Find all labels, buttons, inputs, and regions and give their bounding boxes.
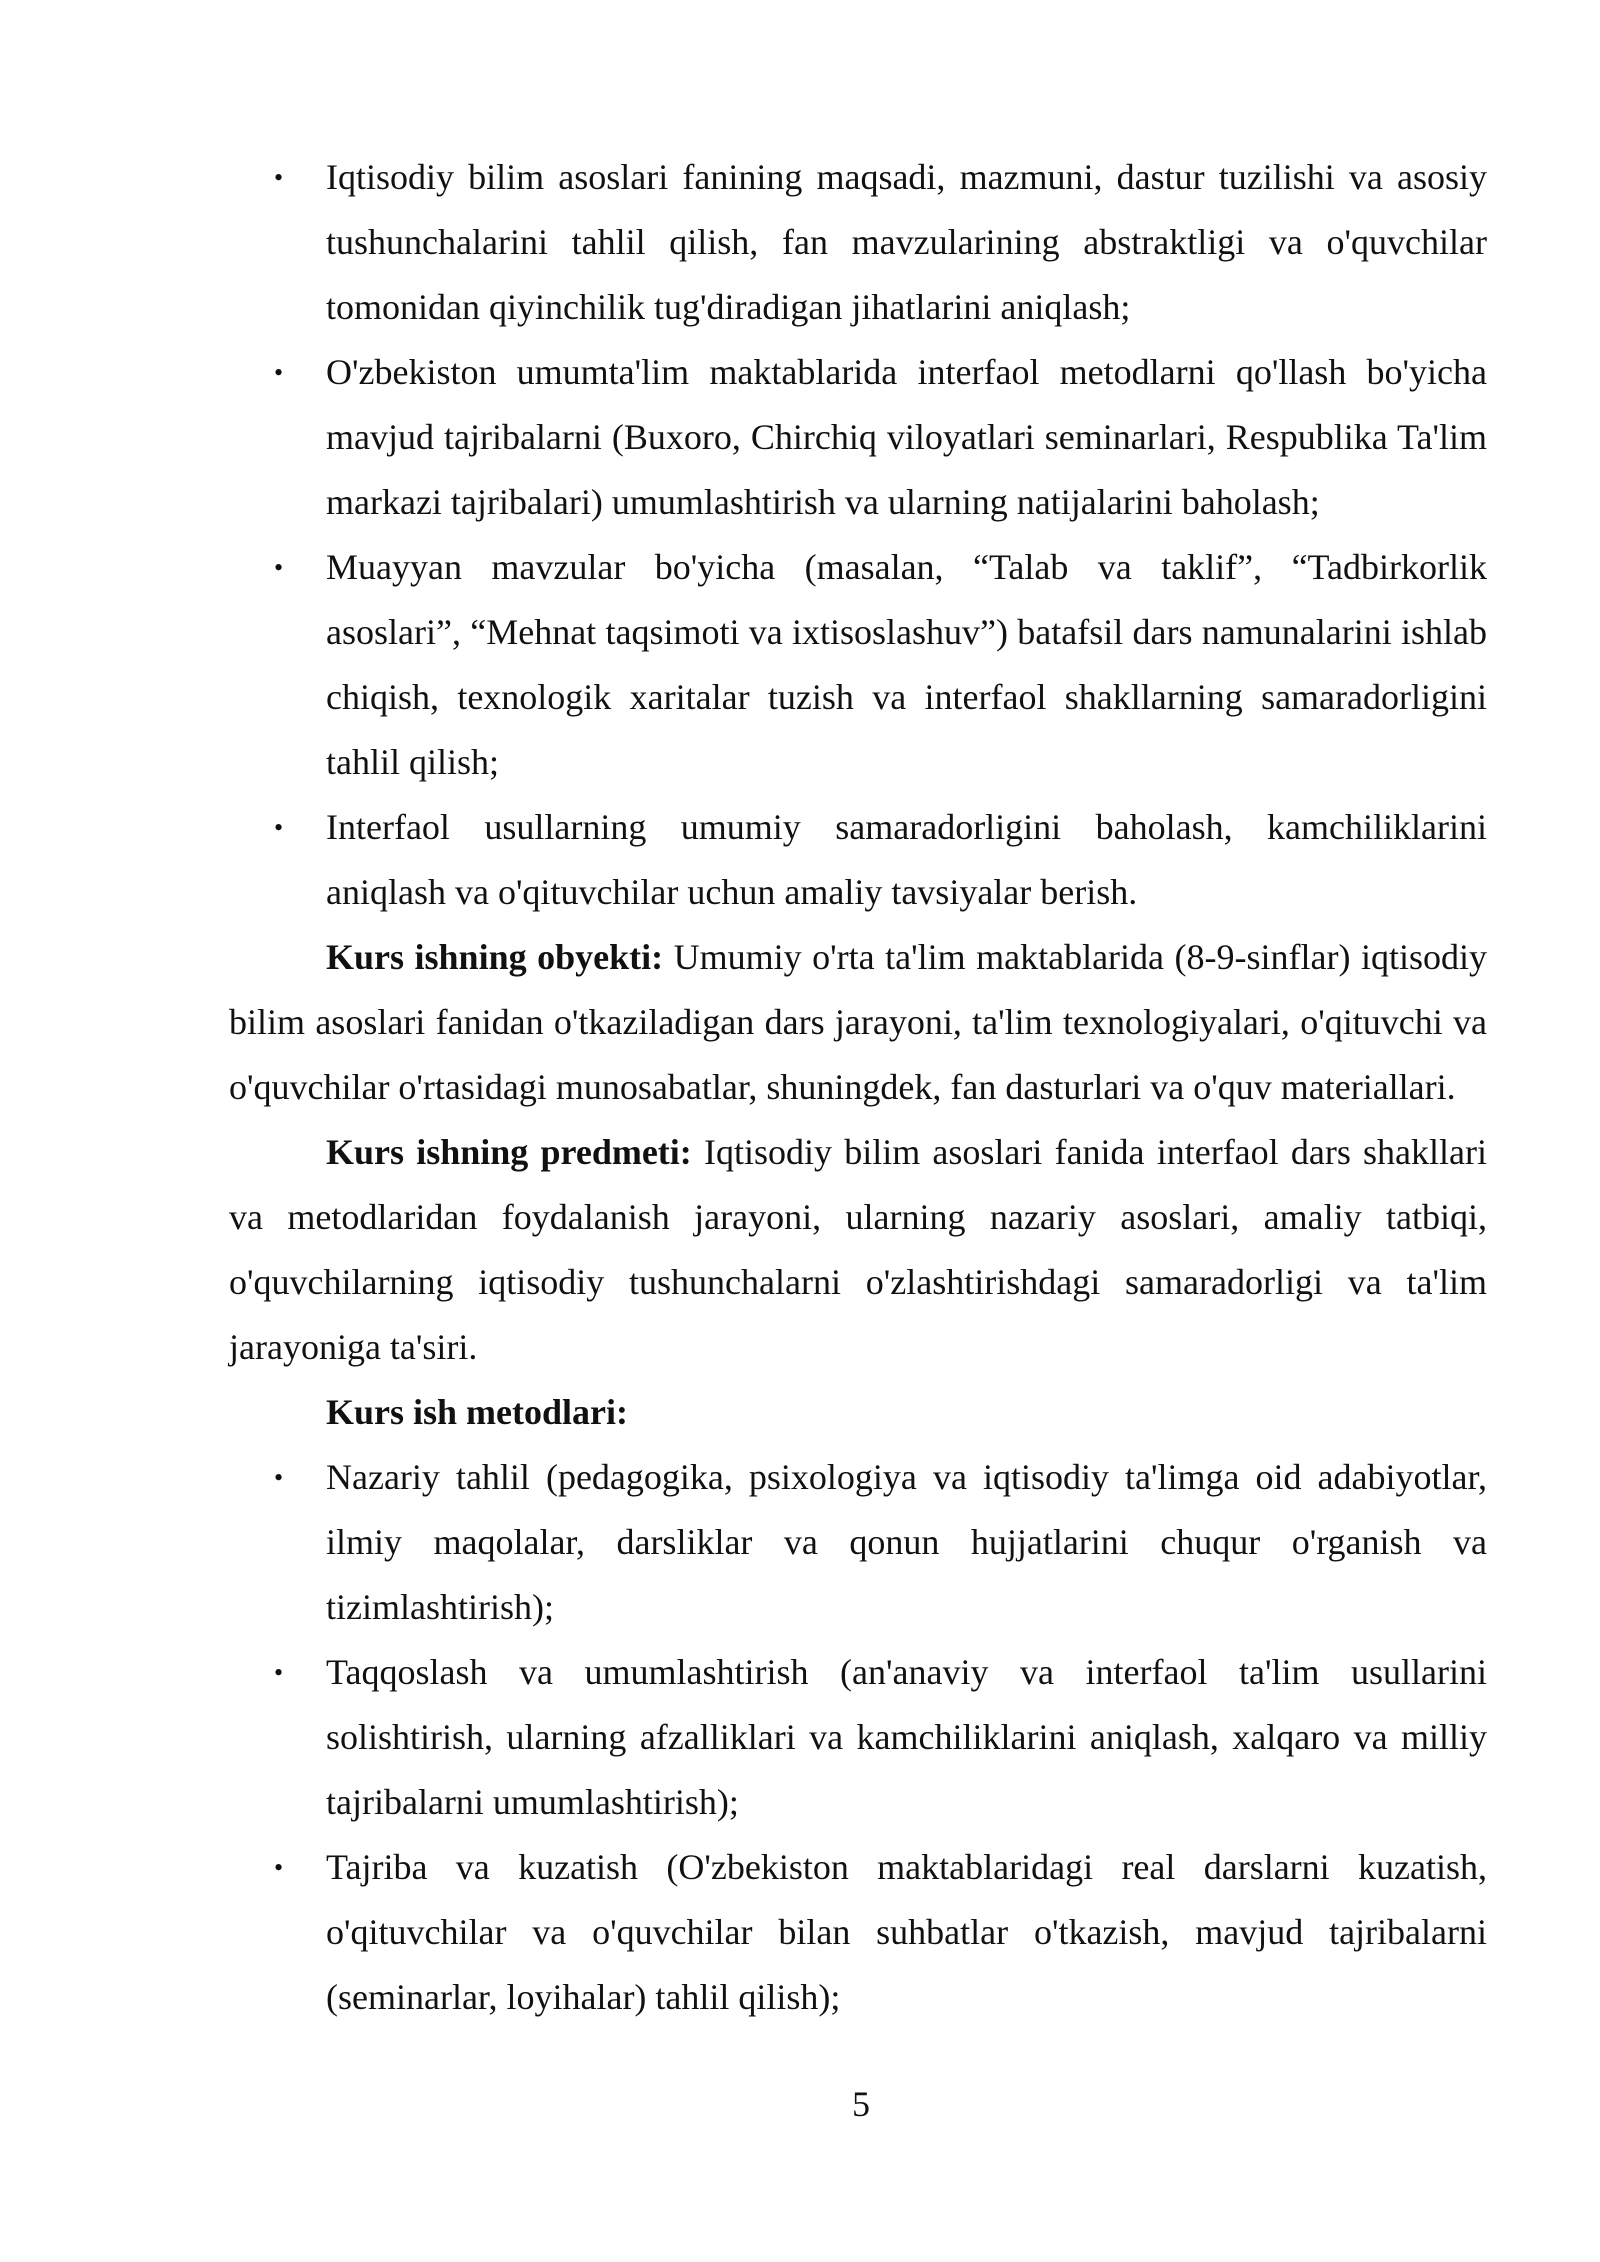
bullet-icon: • [274, 163, 284, 192]
subject-label: Kurs ishning predmeti: [326, 1132, 692, 1172]
list-item [229, 1445, 1487, 1640]
list-item [229, 1835, 1487, 2030]
list-item-text: Iqtisodiy bilim asoslari fanining maqsadi, mazmuni, dastur tuzilishi va asosiy tushunchalarini tahlil qilish, fan mavzularining abstraktligi va o'quvchilar tomonidan qiyinchilik tug'diradigan jihatlarini aniqlash; [326, 157, 1487, 327]
methods-list [229, 1445, 1487, 2030]
list-item-text: Tajriba va kuzatish (O'zbekiston maktablaridagi real darslarni kuzatish, o'qituvchilar va o'quvchilar bilan suhbatlar o'tkazish, mavjud tajribalarni (seminarlar, loyihalar) tahlil qilish); [326, 1847, 1487, 2017]
list-item-text: Taqqoslash va umumlashtirish (an'anaviy va interfaol ta'lim usullarini solishtirish, ularning afzalliklari va kamchiliklarini aniqlash, xalqaro va milliy tajribalarni umumlashtirish); [326, 1652, 1487, 1822]
bullet-icon: • [274, 1658, 284, 1687]
page-number: 5 [852, 2084, 870, 2124]
list-item [229, 795, 1487, 925]
object-label: Kurs ishning obyekti: [326, 937, 664, 977]
subject-text: Iqtisodiy bilim asoslari fanida interfaol dars shakllari va metodlaridan foydalanish jarayoni, ularning nazariy asoslari, amaliy tatbiqi, o'quvchilarning iqtisodiy tushunchalarni o'zlashtirishdagi samaradorligi va ta'lim jarayoniga ta'siri. [229, 1132, 1487, 1367]
list-item-text: Interfaol usullarning umumiy samaradorligini baholash, kamchiliklarini aniqlash va o'qituvchilar uchun amaliy tavsiyalar berish. [326, 807, 1487, 912]
document-page [229, 145, 1487, 2030]
list-item-text: Muayyan mavzular bo'yicha (masalan, “Talab va taklif”, “Tadbirkorlik asoslari”, “Mehnat taqsimoti va ixtisoslashuv”) batafsil dars namunalarini ishlab chiqish, texnologik xaritalar tuzish va interfaol shakllarning samaradorligini tahlil qilish; [326, 547, 1487, 782]
list-item [229, 340, 1487, 535]
list-item [229, 1640, 1487, 1835]
bullet-icon: • [274, 1463, 284, 1492]
list-item-text: Nazariy tahlil (pedagogika, psixologiya va iqtisodiy ta'limga oid adabiyotlar, ilmiy maqolalar, darsliklar va qonun hujjatlarini chuqur o'rganish va tizimlashtirish); [326, 1457, 1487, 1627]
list-item [229, 145, 1487, 340]
methods-heading: Kurs ish metodlari: [326, 1392, 628, 1432]
bullet-icon: • [274, 358, 284, 387]
subject-paragraph [229, 1120, 1487, 1380]
bullet-icon: • [274, 813, 284, 842]
tasks-list [229, 145, 1487, 925]
bullet-icon: • [274, 1853, 284, 1882]
object-paragraph [229, 925, 1487, 1120]
bullet-icon: • [274, 553, 284, 582]
list-item-text: O'zbekiston umumta'lim maktablarida interfaol metodlarni qo'llash bo'yicha mavjud tajribalarni (Buxoro, Chirchiq viloyatlari seminarlari, Respublika Ta'lim markazi tajribalari) umumlashtirish va ularning natijalarini baholash; [326, 352, 1487, 522]
list-item [229, 535, 1487, 795]
object-text: Umumiy o'rta ta'lim maktablarida (8-9-sinflar) iqtisodiy bilim asoslari fanidan o'tkaziladigan dars jarayoni, ta'lim texnologiyalari, o'qituvchi va o'quvchilar o'rtasidagi munosabatlar, shuningdek, fan dasturlari va o'quv materiallari. [229, 937, 1487, 1107]
